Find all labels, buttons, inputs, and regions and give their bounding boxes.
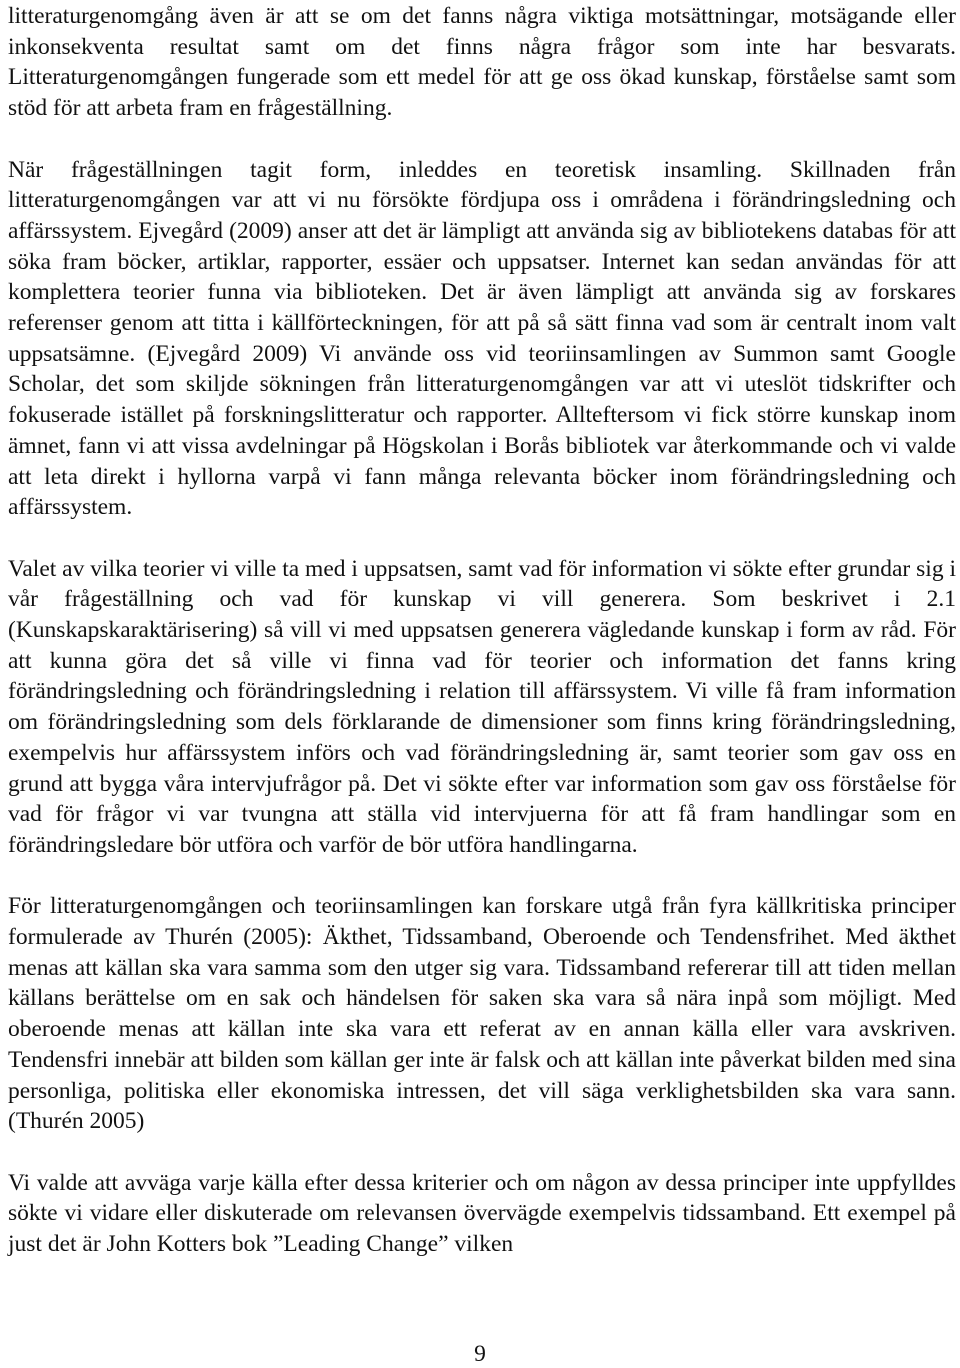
- document-page: [8, 0, 956, 1260]
- page-number: 9: [474, 1341, 486, 1367]
- paragraph-literature-review-purpose: litteraturgenomgång även är att se om det fanns några viktiga motsättningar, motsägande eller inkonsekventa resultat samt om det finns några frågor som inte har besvarats. Litteraturgenomgången fungerade som ett medel för att ge oss ökad kunskap, förståelse samt som stöd för att arbeta fram en frågeställning.: [8, 3, 956, 122]
- paragraph-theoretical-collection: När frågeställningen tagit form, inleddes en teoretisk insamling. Skillnaden från litteraturgenomgången var att vi nu försökte fördjupa oss i områdena i förändringsledning och affärssystem. Ejvegård (2009) anser att det är lämpligt att använda sig av bibliotekens databas för att söka fram böcker, artiklar, rapporter, essäer och uppsatser. Internet kan sedan användas för att komplettera teorier funna via biblioteken. Det är även lämpligt att använda sig av forskares referenser genom att titta i källförteckningen, för att på så sätt finna vad som är centralt inom valt uppsatsämne. (Ejvegård 2009) Vi använde oss vid teoriinsamlingen av Summon samt Google Scholar, det som skiljde sökningen från litteraturgenomgången var att vi uteslöt tidskrifter och fokuserade istället på forskningslitteratur och rapporter. Allteftersom vi fick större kunskap inom ämnet, fann vi att vissa avdelningar på Högskolan i Borås bibliotek var återkommande och vi valde att leta direkt i hyllorna varpå vi fann många relevanta böcker inom förändringsledning och affärssystem.: [8, 156, 956, 521]
- paragraph-source-evaluation: Vi valde att avväga varje källa efter dessa kriterier och om någon av dessa principer inte uppfylldes sökte vi vidare eller diskuterade om relevansen övervägde exempelvis tidssamband. Ett exempel på just det är John Kotters bok ”Leading Change” vilken: [8, 1169, 956, 1258]
- paragraph-source-criticism-principles: För litteraturgenomgången och teoriinsamlingen kan forskare utgå från fyra källkritiska principer formulerade av Thurén (2005): Äkthet, Tidssamband, Oberoende och Tendensfrihet. Med äkthet menas att källan ska vara samma som den utger sig vara. Tidssamband refererar till att tiden mellan källans berättelse om en sak och händelsen för saken ska vara så nära inpå som möjligt. Med oberoende menas att källan inte ska vara ett referat av en annan källa eller vara avskriven. Tendensfri innebär att bilden som källan ger inte är falsk och att källan inte påverkat bilden med sina personliga, politiska eller ekonomiska intressen, det vill säga verklighetsbilden ska vara sann. (Thurén 2005): [8, 893, 956, 1135]
- paragraph-theory-selection: Valet av vilka teorier vi ville ta med i uppsatsen, samt vad för information vi sökte efter grundar sig i vår frågeställning och vad för kunskap vi vill generera. Som beskrivet i 2.1 (Kunskapskaraktärisering) så vill vi med uppsatsen generera vägledande kunskap i form av råd. För att kunna göra det så ville vi finna vad för teorier och information det fanns kring förändringsledning och förändringsledning i relation till affärssystem. Vi ville få fram information om förändringsledning som dels förklarande de dimensioner som finns kring förändringsledning, exempelvis hur affärssystem införs och vad förändringsledning är, samt teorier som gav oss en grund att bygga våra intervjufrågor på. Det vi sökte efter var information som gav oss förståelse för vad för frågor vi var tvungna att ställa vid intervjuerna för att få fram handlingar som en förändringsledare bör utföra och varför de bör utföra handlingarna.: [8, 555, 956, 858]
